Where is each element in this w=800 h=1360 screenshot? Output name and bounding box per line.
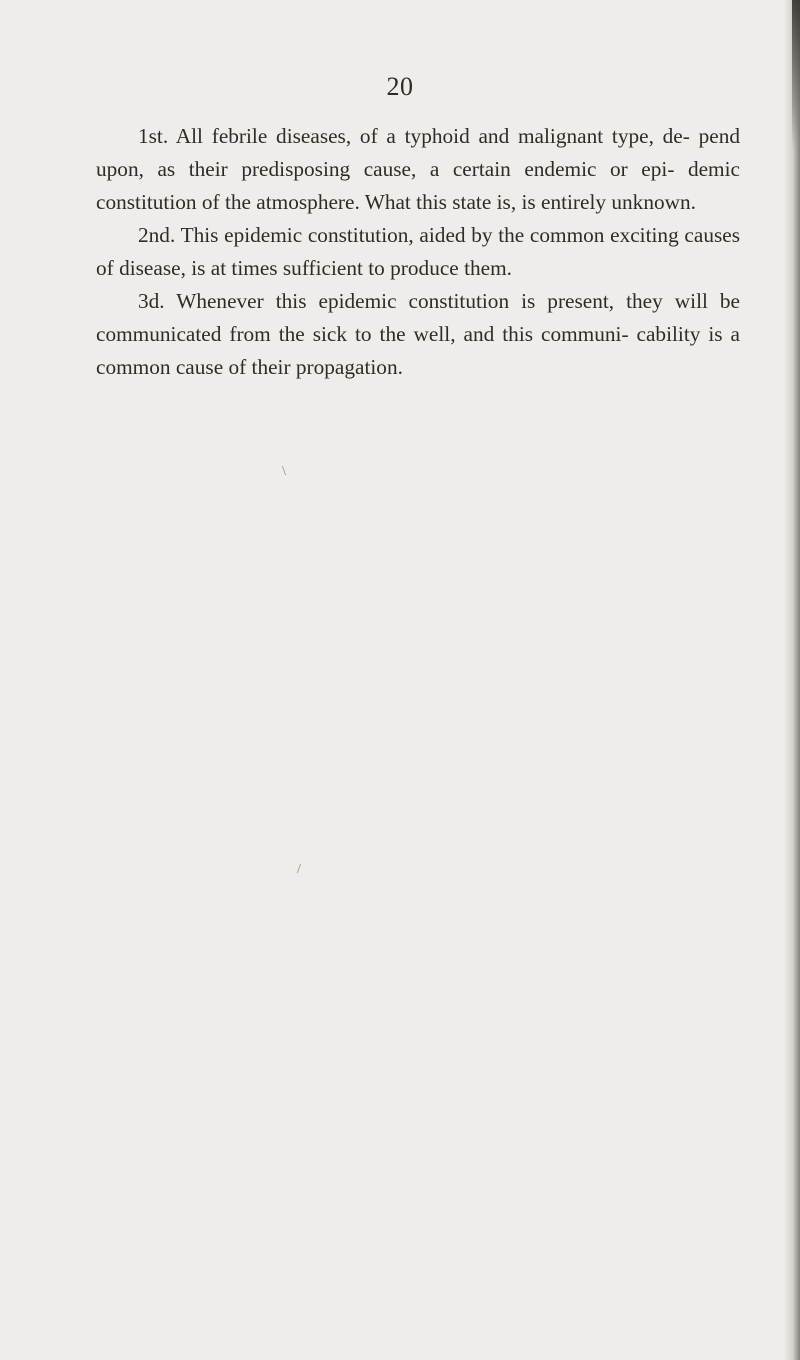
paragraph-first: 1st. All febrile diseases, of a typhoid and malignant type, de- pend upon, as their predisposing cause, a certain endemic or epi- demic constitution of the atmosphere. What this state is, is entirely unknown. (96, 124, 740, 214)
paper-speck: / (297, 862, 301, 877)
paragraph-second: 2nd. This epidemic constitution, aided by the common exciting causes of disease, is at times sufficient to produce them. (96, 223, 740, 280)
binding-edge-shadow (784, 0, 800, 1360)
page-number: 20 (386, 72, 414, 101)
paragraph-third: 3d. Whenever this epidemic constitution is present, they will be communicated from the sick to the well, and this communi- cability is a common cause of their propagation. (96, 289, 740, 379)
body-text (96, 120, 740, 384)
paper-speck: \ (282, 464, 286, 479)
